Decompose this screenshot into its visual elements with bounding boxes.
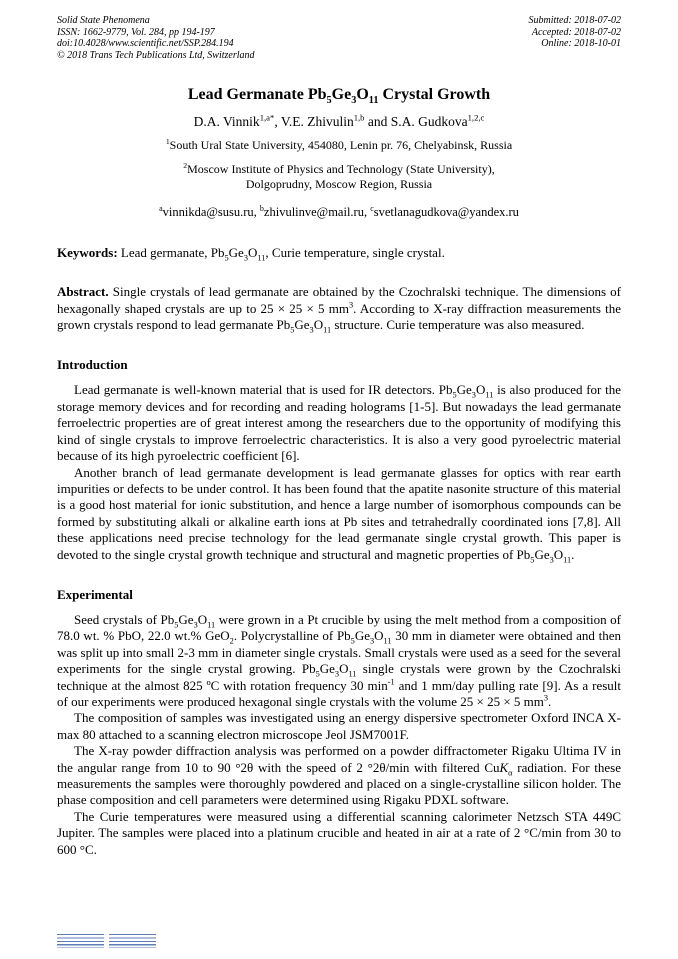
- text-run: a: [159, 204, 163, 214]
- keywords-line: [57, 245, 621, 261]
- text-run: Ge: [534, 546, 550, 562]
- affiliation-1: [57, 138, 621, 154]
- text-run: Keywords:: [57, 245, 118, 261]
- journal-name: Solid State Phenomena: [57, 15, 150, 26]
- text-run: Ge: [178, 611, 194, 627]
- text-run: 3: [348, 300, 354, 310]
- text-run: 11: [485, 391, 494, 401]
- accepted-date: Accepted: 2018-07-02: [531, 26, 621, 38]
- text-run: Single crystals of lead germanate are obtained by the Czochralski technique. The dimensions of hexagonally shaped crystals are up to 25 × 25 × 5 mm: [57, 284, 621, 316]
- text-run: Dolgoprudny, Moscow Region, Russia: [245, 177, 433, 192]
- journal-info: [57, 15, 255, 61]
- text-run: Crystal Growth: [378, 86, 491, 104]
- text-run: 5: [452, 391, 457, 401]
- text-run: 11: [383, 636, 392, 646]
- text-run: O: [248, 245, 258, 261]
- text-run: 5: [530, 555, 535, 565]
- footer-stamp-2: [109, 934, 156, 948]
- text-run: 5: [326, 95, 332, 107]
- text-run: b: [259, 204, 264, 214]
- section-heading-introduction: Introduction: [57, 357, 128, 373]
- text-run: The composition of samples was investigated using an energy dispersive spectrometer Oxford INCA X-max 80 attached to a scanning electron microscope Jeol JSM7001F.: [57, 710, 621, 742]
- text-run: 11: [348, 669, 357, 679]
- journal-issn-volume: ISSN: 1662-9779, Vol. 284, pp 194-197: [57, 26, 215, 38]
- text-run: 11: [257, 253, 266, 263]
- footer-stamp-1: [57, 934, 104, 948]
- text-run: .: [571, 546, 575, 562]
- journal-header: [57, 15, 621, 61]
- affiliation-2: [57, 162, 621, 194]
- footer-stamps: [57, 934, 156, 948]
- section-heading-experimental: Experimental: [57, 586, 133, 602]
- text-run: K: [499, 759, 509, 775]
- text-run: 5: [174, 620, 179, 630]
- text-run: structure. Curie temperature was also measured.: [331, 317, 585, 333]
- text-run: 3: [549, 555, 554, 565]
- text-run: is also produced for the storage memory devices and for recording and reading holograms [1-5]. But nowadays the lead germanate ferroelectric properties are of great interest among the researchers due to the opportunity of modifying this kind of single crystals to improve ferroelectric characteristics. It is also a very good pyroelectric material because of its high pyroelectric coefficient [6].: [57, 382, 621, 464]
- text-run: O: [197, 611, 208, 627]
- text-run: O: [356, 86, 369, 104]
- text-run: radiation. For these measurements the samples were thoroughly powdered and placed on a single-crystalline silicon holder. The phase composition and cell parameters were determined using Rigaku PDXL software.: [57, 759, 621, 808]
- text-run: Abstract.: [57, 284, 109, 300]
- text-run: South Ural State University, 454080, Lenin pr. 76, Chelyabinsk, Russia: [169, 137, 513, 152]
- text-run: Lead germanate, Pb: [117, 245, 225, 261]
- text-run: 3: [351, 95, 357, 107]
- text-run: were grown in a Pt crucible by using the melt method from a composition of 78.0 wt. % PbO, 22.0 wt.% GeO: [57, 611, 622, 644]
- authors-line: [57, 114, 621, 130]
- text-run: O: [374, 628, 384, 644]
- text-run: 3: [370, 636, 375, 646]
- text-run: svetlanagudkova@yandex.ru: [373, 205, 519, 220]
- text-run: O: [313, 317, 324, 333]
- online-date: Online: 2018-10-01: [541, 38, 621, 50]
- text-run: single crystals were grown by the Czochralski technique at the almost 825 ºC with rotation frequency 30 min: [57, 661, 621, 693]
- journal-copyright: © 2018 Trans Tech Publications Ltd, Switzerland: [57, 49, 255, 61]
- text-run: 3: [334, 669, 340, 679]
- text-run: 5: [315, 669, 320, 679]
- experimental-paragraph-2: [57, 710, 621, 743]
- text-run: 2: [183, 160, 188, 170]
- text-run: 5: [290, 325, 295, 335]
- text-run: O: [475, 382, 486, 398]
- submitted-date: Submitted: 2018-07-02: [528, 15, 621, 26]
- text-run: , Curie temperature, single crystal.: [265, 245, 445, 261]
- text-run: O: [339, 661, 349, 677]
- text-run: , V.E. Zhivulin: [274, 113, 354, 129]
- text-run: Lead Germanate Pb: [187, 86, 327, 104]
- text-run: . Polycrystalline of Pb: [233, 628, 351, 644]
- introduction-paragraph-2: [57, 465, 621, 563]
- text-run: α: [508, 768, 513, 778]
- text-run: .: [548, 693, 552, 709]
- journal-doi: doi:10.4028/www.scientific.net/SSP.284.194: [57, 38, 234, 50]
- experimental-paragraph-4: [57, 809, 621, 858]
- text-run: Moscow Institute of Physics and Technology (State University),: [187, 161, 495, 176]
- text-run: O: [553, 546, 564, 562]
- text-run: The Curie temperatures were measured using a differential scanning calorimeter Netzsch STA 449C Jupiter. The samples were placed into a platinum crucible and heated in air at a rate of 2 °C/min from 30 to 600 °C.: [57, 808, 621, 857]
- text-run: D.A. Vinnik: [193, 113, 260, 129]
- text-run: Ge: [228, 245, 244, 261]
- introduction-paragraph-1: [57, 382, 621, 464]
- text-run: 3: [309, 325, 314, 335]
- text-run: 2: [229, 636, 234, 646]
- text-run: 1,b: [353, 112, 365, 123]
- text-run: 11: [323, 325, 332, 335]
- text-run: The X-ray powder diffraction analysis was performed on a powder diffractometer Rigaku Ultima IV in the angular range from 10 to 90 °2θ with the speed of 2 °2θ/min with filtered Cu: [57, 743, 621, 775]
- text-run: . According to X-ray diffraction measurements the grown crystals respond to lead germanate Pb: [57, 300, 622, 333]
- text-run: 5: [350, 636, 355, 646]
- text-run: 11: [368, 95, 379, 107]
- experimental-paragraph-1: [57, 612, 621, 710]
- text-run: 3: [543, 693, 549, 703]
- text-run: 1,2,c: [467, 112, 485, 123]
- text-run: 11: [563, 555, 572, 565]
- submission-dates: [529, 15, 622, 61]
- text-run: Ge: [319, 661, 335, 677]
- text-run: Ge: [331, 86, 352, 104]
- experimental-paragraph-3: [57, 743, 621, 809]
- text-run: Ge: [456, 382, 472, 398]
- text-run: 11: [207, 620, 216, 630]
- text-run: Ge: [354, 628, 370, 644]
- text-run: and 1 mm/day pulling rate [9]. As a result of our experiments were produced hexagonal single crystals with the volume 25 × 25 × 5 mm: [57, 677, 621, 709]
- text-run: 3: [471, 391, 476, 401]
- text-run: zhivulinve@mail.ru,: [263, 205, 371, 220]
- text-run: Another branch of lead germanate development is lead germanate glasses for optics with rear earth impurities or defects to be under control. It has been found that the apatite nasonite structure of this material is a good host material for ionic substitution, and hence a large number of isomorphous compounds can be formed by substituting alkali or alkaline earth ions at Pb sites and tetrahedrally coordinated ions [7,8]. All these applications need precise technology for the lead germanate single crystal growth. This paper is devoted to the single crystal growth technique and structural and magnetic properties of Pb: [57, 464, 621, 562]
- text-run: Seed crystals of Pb: [74, 611, 175, 627]
- text-run: and S.A. Gudkova: [364, 113, 468, 129]
- text-run: c: [370, 204, 374, 214]
- paper-title: [57, 86, 621, 107]
- text-run: 3: [193, 620, 198, 630]
- text-run: 1: [165, 136, 170, 146]
- text-run: Lead germanate is well-known material that is used for IR detectors. Pb: [74, 382, 453, 398]
- text-run: 3: [243, 253, 248, 263]
- text-run: -1: [387, 677, 395, 687]
- text-run: vinnikda@susu.ru,: [162, 205, 260, 220]
- text-run: 30 mm in diameter were obtained and then was split up into small 2-3 mm in diameter single crystals. Small crystals were used as a seed for the several experiments for the single crystal growing. Pb: [57, 628, 622, 677]
- text-run: 5: [224, 253, 229, 263]
- author-emails: [57, 205, 621, 220]
- abstract-paragraph: [57, 284, 621, 333]
- text-run: 1,a*: [259, 112, 275, 123]
- text-run: Ge: [294, 317, 310, 333]
